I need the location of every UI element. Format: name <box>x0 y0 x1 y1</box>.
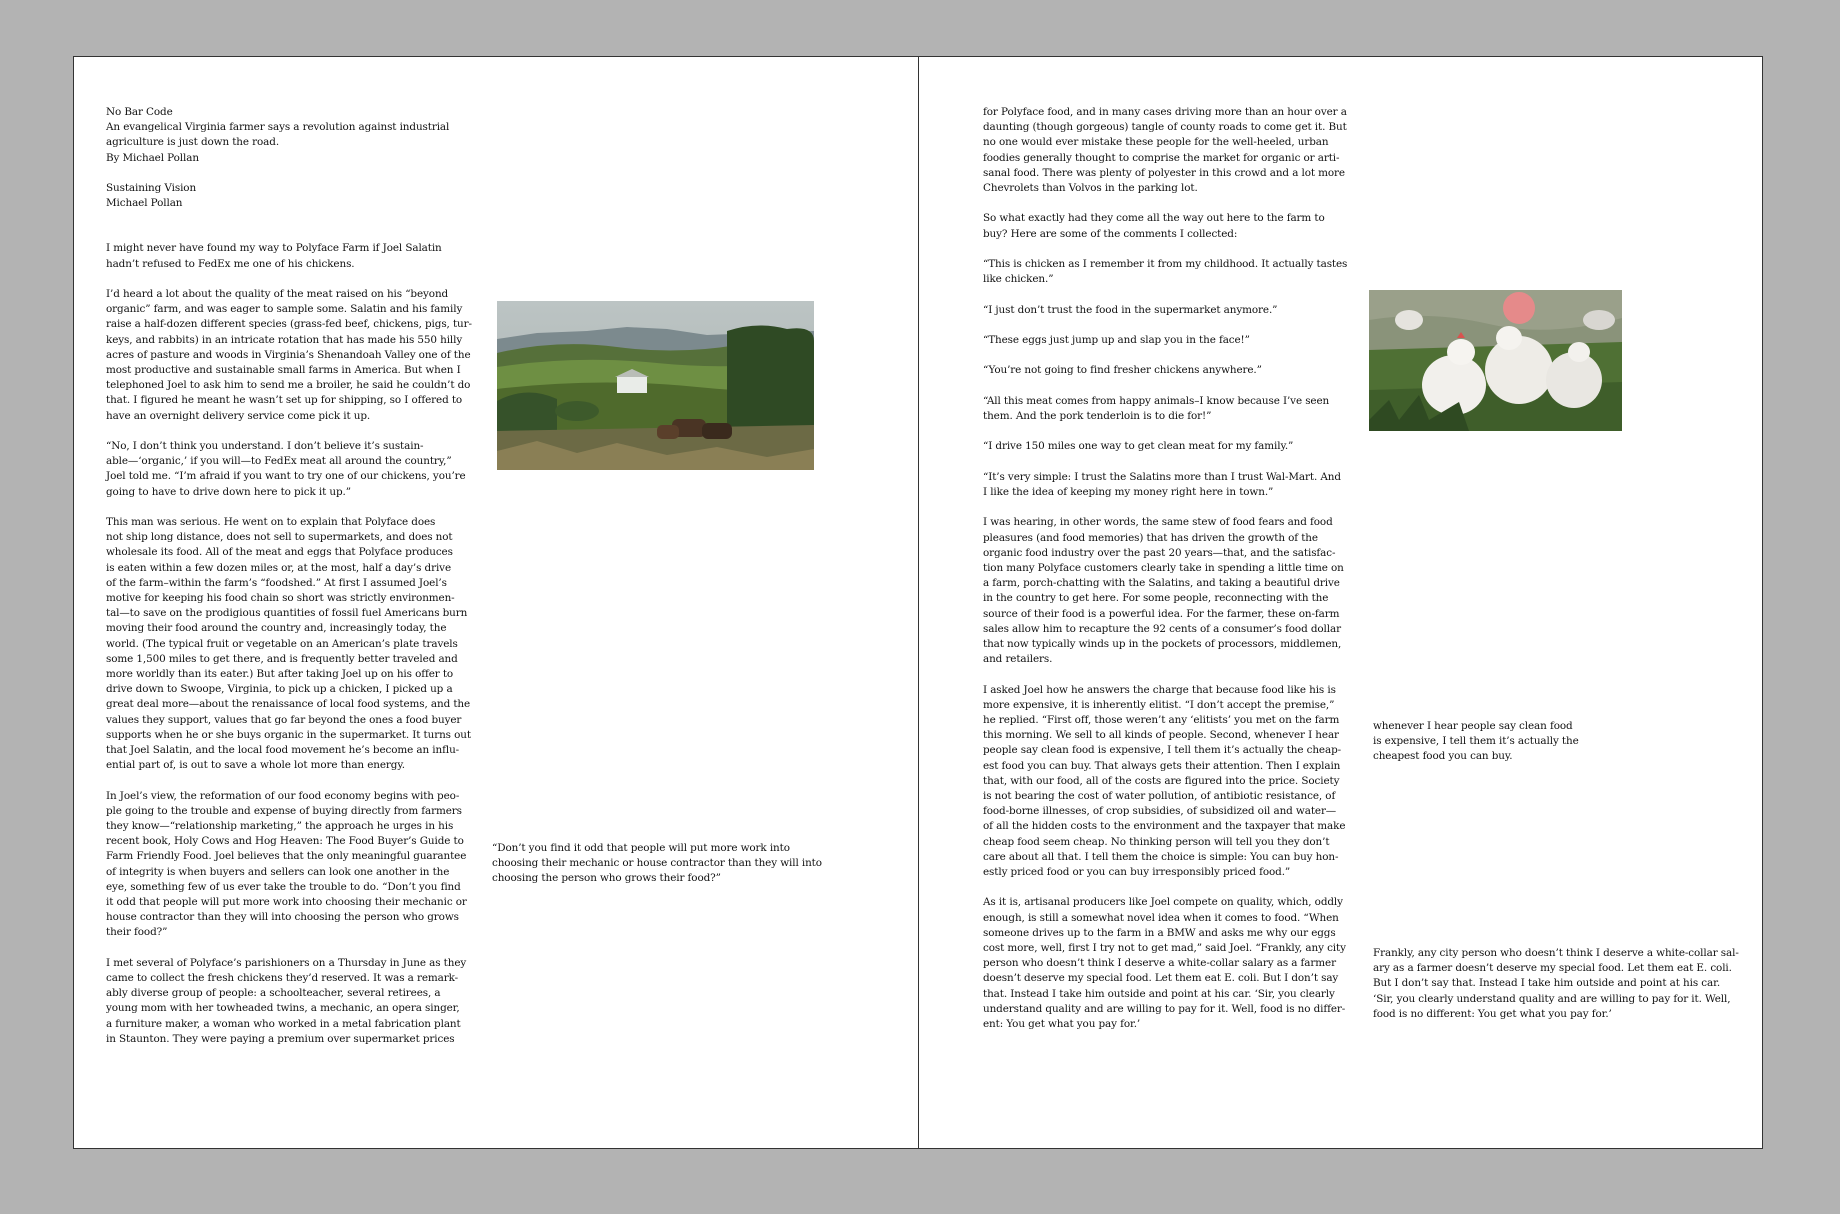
body-paragraph: “All this meat comes from happy animals–I know because I’ve seen them. And the pork tenderloin is to die for!” <box>983 394 1330 422</box>
pull-quote: Frankly, any city person who doesn’t think I deserve a white-collar sal- ary as a farmer doesn’t deserve my special food. Let them eat E. coli. But I don’t say that. Instead I take him outside and point at his car. ‘Sir, you clearly understand quality and are willing to pay for it. Well, food is no different: You get what you pay for.’ <box>1373 947 1739 1020</box>
body-paragraph: I was hearing, in other words, the same stew of food fears and food pleasures (and food memories) that has driven the growth of the organic food industry over the past 20 years—that, and the satisfac- tion many Polyface customers clearly take in spending a little time on a farm, porch-chatting with the Salatins, and taking a beautiful drive in the country to get here. For some people, reconnecting with the source of their food is a powerful idea. For the farmer, these on-farm sales allow him to recapture the 92 cents of a consumer’s food dollar that now typically winds up in the pockets of processors, middlemen, and retailers. <box>983 516 1344 666</box>
section-title: Sustaining Vision <box>106 182 197 194</box>
body-paragraph: I’d heard a lot about the quality of the meat raised on his “beyond organic” farm, and was eager to sample some. Salatin and his family raise a half-dozen different species (grass-fed beef, chickens, pigs, tur- keys, and rabbits) in an intricate rotation that has made his 550 hilly acres of pasture and woods in Virginia’s Shenandoah Valley one of the most productive and sustainable small farms in America. But when I telephoned Joel to ask him to send me a broiler, he said he couldn’t do that. I figured he meant he wasn’t set up for shipping, so I offered to have an overnight delivery service come pick it up. <box>106 288 472 422</box>
farm-landscape-photo <box>497 301 814 470</box>
body-paragraph: “I just don’t trust the food in the supermarket anymore.” <box>983 303 1278 316</box>
pull-quote: whenever I hear people say clean food is expensive, I tell them it’s actually the cheapest food you can buy. <box>1373 720 1579 763</box>
body-paragraph: “This is chicken as I remember it from my childhood. It actually tastes like chicken.” <box>983 258 1348 286</box>
section-author: Michael Pollan <box>106 197 183 210</box>
section-header <box>106 181 486 211</box>
body-paragraph: “You’re not going to find fresher chickens anywhere.” <box>983 364 1262 377</box>
body-paragraph: In Joel’s view, the reformation of our food economy begins with peo- ple going to the trouble and expense of buying directly from farmers they know—“relationship marketing,” the approach he urges in his recent book, Holy Cows and Hog Heaven: The Food Buyer’s Guide to Farm Friendly Food. Joel believes that the only meaningful guarantee of integrity is when buyers and sellers can look one another in the eye, something few of us ever take the trouble to do. “Don’t you find it odd that people will put more work into choosing their mechanic or house contractor than they will into choosing the person who grows their food?” <box>106 789 467 939</box>
body-paragraph: I asked Joel how he answers the charge that because food like his is more expensive, it is inherently elitist. “I don’t accept the premise,” he replied. “First off, those weren’t any ‘elitists’ you met on the farm this morning. We sell to all kinds of people. Second, whenever I hear people say clean food is expensive, I tell them it’s actually the cheap- est food you can buy. That always gets their attention. Then I explain that, with our food, all of the costs are figured into the price. Society is not bearing the cost of water pollution, of antibiotic resistance, of food-borne illnesses, of crop subsidies, of subsidized oil and water— of all the hidden costs to the environment and the taxpayer that make cheap food seem cheap. No thinking person will tell you they don’t care about all that. I tell them the choice is simple: You can buy hon- estly priced food or you can buy irresponsibly priced food.” <box>983 683 1346 878</box>
pull-quote: “Don’t you find it odd that people will put more work into choosing their mechanic or house contractor than they will into choosing the person who grows their food?” <box>492 842 822 885</box>
right-page-column <box>983 105 1353 1047</box>
body-paragraph: This man was serious. He went on to explain that Polyface does not ship long distance, does not sell to supermarkets, and does not wholesale its food. All of the meat and eggs that Polyface produces is eaten within a few dozen miles or, at the most, half a day’s drive of the farm–within the farm’s “foodshed.” At first I assumed Joel’s motive for keeping his food chain so short was strictly environmen- tal—to save on the prodigious quantities of fossil fuel Americans burn moving their food around the country and, increasingly today, the world. (The typical fruit or vegetable on an American’s plate travels some 1,500 miles to get there, and is frequently better traveled and more worldly than its eater.) But after taking Joel up on his offer to drive down to Swoope, Virginia, to pick up a chicken, I picked up a great deal more—about the renaissance of local food systems, and the values they support, values that go far beyond the ones a food buyer supports when he or she buys organic in the supermarket. It turns out that Joel Salatin, and the local food movement he’s become an influ- ential part of, is out to save a whole lot more than energy. <box>106 516 471 772</box>
left-page-column <box>106 105 486 1062</box>
body-paragraph: “It’s very simple: I trust the Salatins more than I trust Wal-Mart. And I like the idea of keeping my money right here in town.” <box>983 470 1341 498</box>
body-paragraph: I met several of Polyface’s parishioners on a Thursday in June as they came to collect the fresh chickens they’d reserved. It was a remark- ably diverse group of people: a schoolteacher, several retirees, a young mom with her towheaded twins, a mechanic, an opera singer, a furniture maker, a woman who worked in a metal fabrication plant in Staunton. They were paying a premium over supermarket prices <box>106 956 467 1045</box>
article-byline: By Michael Pollan <box>106 151 199 164</box>
body-paragraph: “I drive 150 miles one way to get clean meat for my family.” <box>983 440 1294 453</box>
body-paragraph: “These eggs just jump up and slap you in the face!” <box>983 333 1250 346</box>
article-header <box>106 105 486 166</box>
article-title: No Bar Code <box>106 106 173 118</box>
body-paragraph: I might never have found my way to Polyface Farm if Joel Salatin hadn’t refused to FedEx me one of his chickens. <box>106 242 442 270</box>
chickens-photo <box>1369 290 1622 431</box>
article-dek: An evangelical Virginia farmer says a revolution against industrial <box>106 121 450 134</box>
magazine-spread <box>73 56 1763 1149</box>
page-divider <box>918 57 919 1148</box>
article-dek: agriculture is just down the road. <box>106 136 280 149</box>
body-paragraph: for Polyface food, and in many cases driving more than an hour over a daunting (though gorgeous) tangle of county roads to come get it. But no one would ever mistake these people for the well-heeled, urban foodies generally thought to comprise the market for organic or arti- sanal food. There was plenty of polyester in this crowd and a lot more Chevrolets than Volvos in the parking lot. <box>983 106 1347 195</box>
body-paragraph: “No, I don’t think you understand. I don’t believe it’s sustain- able—‘organic,’ if you will—to FedEx meat all around the country,” Joel told me. “I’m afraid if you want to try one of our chickens, you’re going to have to drive down here to pick it up.” <box>106 440 466 498</box>
body-paragraph: As it is, artisanal producers like Joel compete on quality, which, oddly enough, is still a somewhat novel idea when it comes to food. “When someone drives up to the farm in a BMW and asks me why our eggs cost more, well, first I try not to get mad,” said Joel. “Frankly, any city person who doesn’t think I deserve a white-collar salary as a farmer doesn’t deserve my special food. Let them eat E. coli. But I don’t say that. Instead I take him outside and point at his car. ‘Sir, you clearly understand quality and are willing to pay for it. Well, food is no differ- ent: You get what you pay for.’ <box>983 896 1346 1031</box>
body-paragraph: So what exactly had they come all the way out here to the farm to buy? Here are some of the comments I collected: <box>983 212 1325 240</box>
